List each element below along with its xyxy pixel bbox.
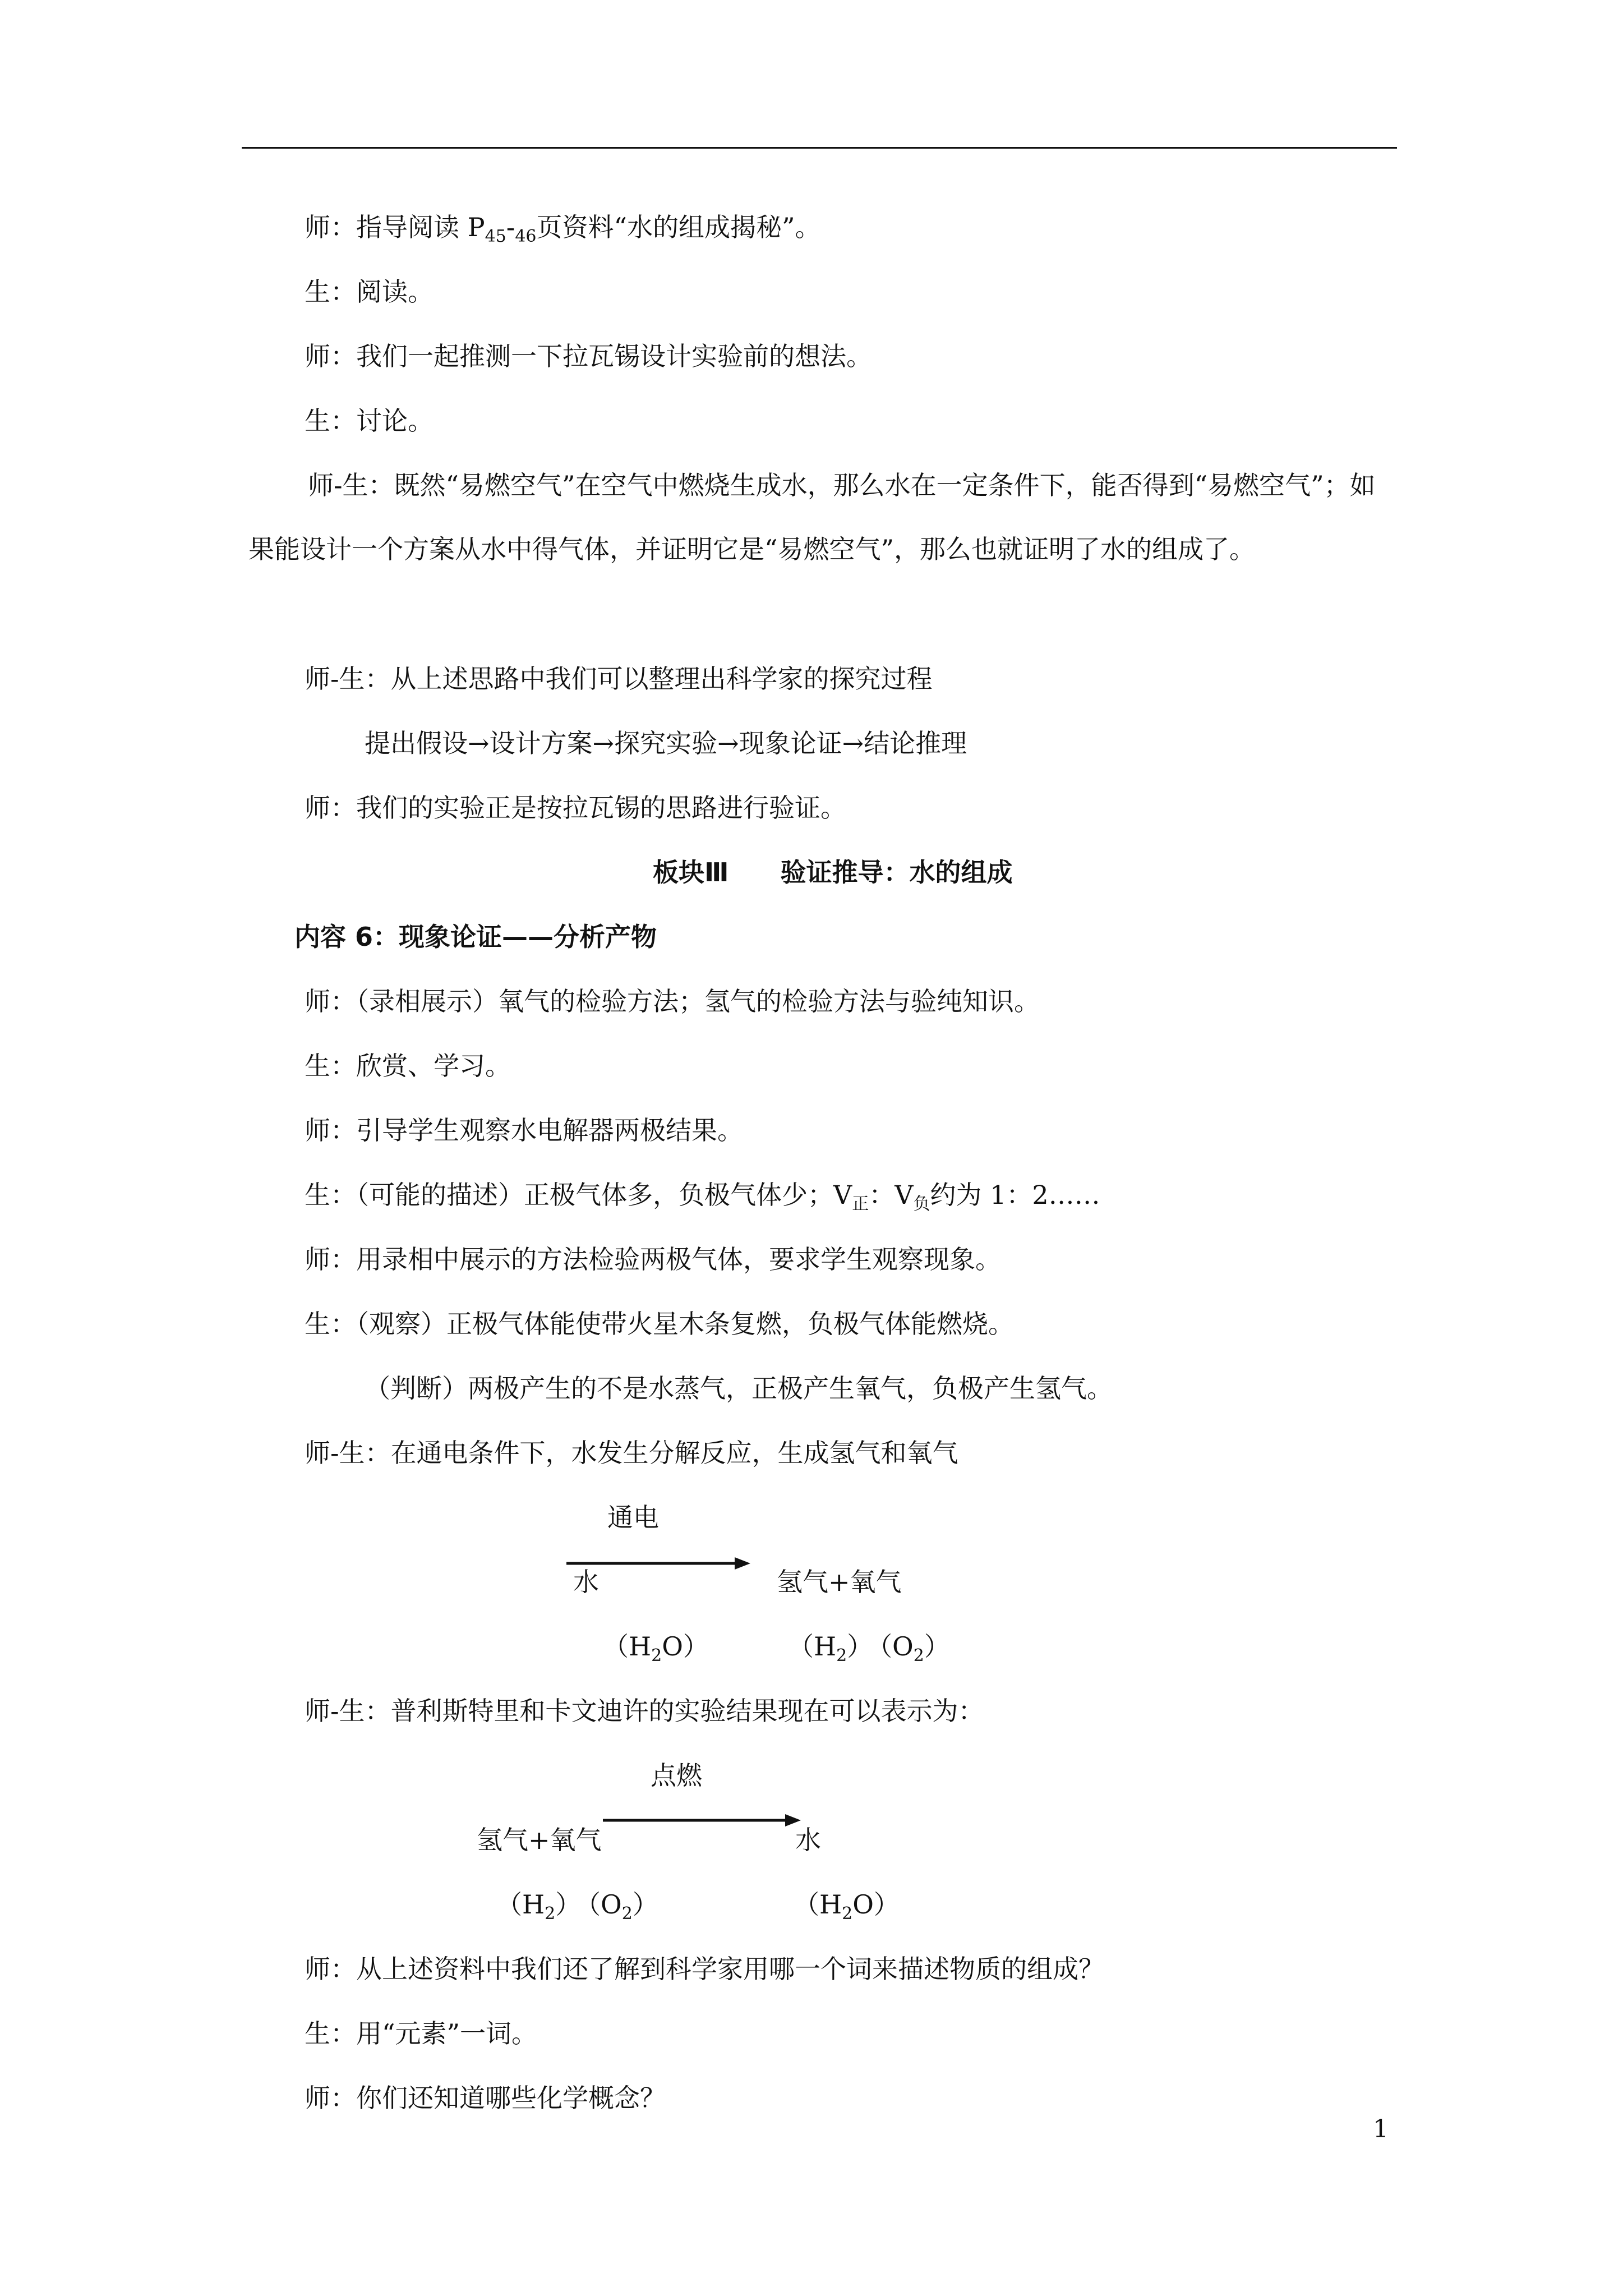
paragraph-8: 师：（录相展示）氧气的检验方法；氢气的检验方法与验纯知识。 [305, 986, 1040, 1016]
eq2-condition: 点燃 [651, 1760, 702, 1791]
paragraph-1: 师：指导阅读 $P_{45}-_{46}$页资料“水的组成揭秘”。 [305, 212, 821, 246]
section-title: 板块Ⅲ 验证推导：水的组成 [653, 857, 1013, 887]
paragraph-5: 师-生：既然“易燃空气”在空气中燃烧生成水，那么水在一定条件下，能否得到“易燃空气”；如果能设计一个方案从水中得气体，并证明它是“易燃空气”，那么也就证明了水的组成了。 [248, 470, 1376, 564]
paragraph-11: 生：（可能的描述）正极气体多，负极气体少；$V_正$：$V_负$约为 1：2…… [305, 1180, 1100, 1214]
paragraph-7: 师：我们的实验正是按拉瓦锡的思路进行验证。 [305, 793, 846, 823]
paragraph-12: 师：用录相中展示的方法检验两极气体，要求学生观察现象。 [305, 1244, 1001, 1274]
eq2-formula-water: $(H_2O)$ [794, 1889, 900, 1924]
paragraph-15: 师-生：在通电条件下，水发生分解反应，生成氢气和氧气 [305, 1438, 958, 1468]
eq1-formula-h2: $(H_2)$ [788, 1631, 873, 1665]
paragraph-10: 师：引导学生观察水电解器两极结果。 [305, 1115, 743, 1145]
process-chain: 提出假设→设计方案→探究实验→现象论证→结论推理 [365, 728, 967, 758]
eq2-reactants: 氢气+氧气 [477, 1825, 602, 1855]
eq1-products: 氢气+氧气 [777, 1567, 902, 1597]
paragraph-18: 生：用“元素”一词。 [305, 2018, 538, 2049]
paragraph-16: 师-生：普利斯特里和卡文迪许的实验结果现在可以表示为： [305, 1696, 984, 1726]
paragraph-9: 生：欣赏、学习。 [305, 1051, 511, 1081]
paragraph-17: 师：从上述资料中我们还了解到科学家用哪一个词来描述物质的组成？ [305, 1954, 1104, 1984]
eq2-formula-h2: $(H_2)$ [496, 1889, 582, 1924]
page-number: 1 [1373, 2115, 1389, 2143]
eq2-product: 水 [795, 1825, 821, 1855]
eq1-reactant: 水 [573, 1567, 599, 1597]
eq2-arrow [603, 1812, 802, 1829]
header-rule [242, 147, 1397, 149]
paragraph-2: 生：阅读。 [305, 277, 434, 307]
eq1-formula-o2: $(O_2)$ [866, 1631, 950, 1665]
paragraph-3: 师：我们一起推测一下拉瓦锡设计实验前的想法。 [305, 341, 872, 371]
paragraph-14: （判断）两极产生的不是水蒸气，正极产生氧气，负极产生氢气。 [365, 1373, 1113, 1404]
content-heading: 内容 6：现象论证——分析产物 [294, 922, 657, 952]
paragraph-19: 师：你们还知道哪些化学概念？ [305, 2083, 666, 2113]
eq1-formula-water: $(H_2O)$ [603, 1631, 709, 1665]
eq1-condition: 通电 [607, 1502, 659, 1533]
paragraph-4: 生：讨论。 [305, 406, 434, 436]
paragraph-13: 生：（观察）正极气体能使带火星木条复燃，负极气体能燃烧。 [305, 1309, 1014, 1339]
paragraph-6: 师-生：从上述思路中我们可以整理出科学家的探究过程 [305, 664, 933, 694]
eq2-formula-o2: $(O_2)$ [575, 1889, 658, 1924]
